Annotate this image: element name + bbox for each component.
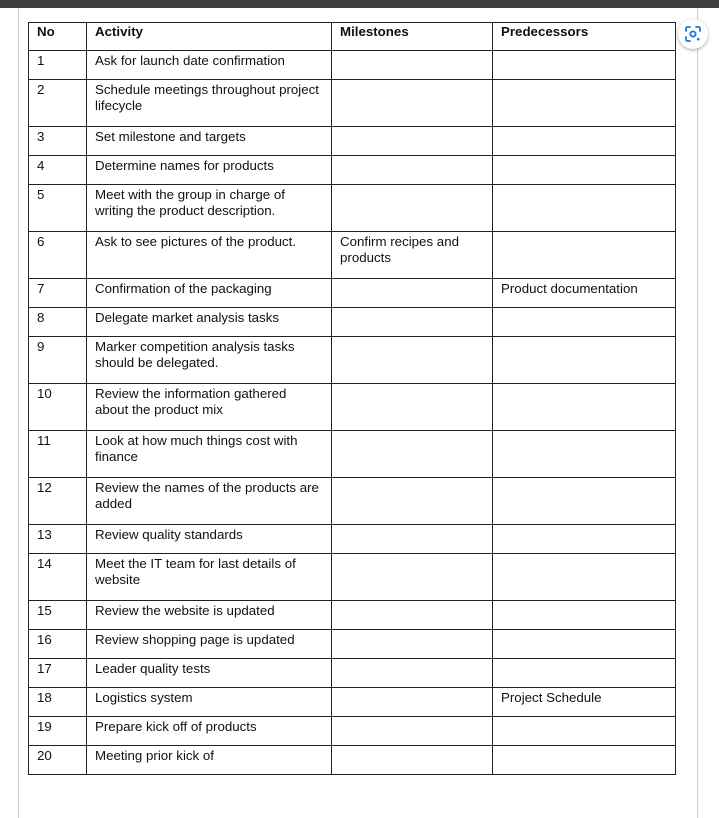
cell-activity: Leader quality tests <box>87 659 332 688</box>
activity-table <box>28 22 676 775</box>
cell-no: 18 <box>29 688 87 717</box>
header-activity: Activity <box>87 23 332 51</box>
table-row <box>29 279 676 308</box>
lens-search-icon <box>684 25 702 43</box>
cell-predecessors <box>493 525 676 554</box>
cell-milestones <box>332 554 493 601</box>
table-row <box>29 232 676 279</box>
cell-milestones <box>332 279 493 308</box>
table-header-row <box>29 23 676 51</box>
cell-predecessors: Project Schedule <box>493 688 676 717</box>
table-row <box>29 185 676 232</box>
cell-milestones <box>332 51 493 80</box>
cell-no: 19 <box>29 717 87 746</box>
table-row <box>29 554 676 601</box>
cell-milestones <box>332 337 493 384</box>
cell-milestones <box>332 80 493 127</box>
table-row <box>29 337 676 384</box>
cell-activity: Ask to see pictures of the product. <box>87 232 332 279</box>
cell-predecessors <box>493 185 676 232</box>
cell-no: 13 <box>29 525 87 554</box>
table-row <box>29 601 676 630</box>
cell-milestones <box>332 478 493 525</box>
table-row <box>29 127 676 156</box>
cell-predecessors <box>493 659 676 688</box>
cell-activity: Determine names for products <box>87 156 332 185</box>
table-row <box>29 746 676 775</box>
cell-activity: Schedule meetings throughout project lifecycle <box>87 80 332 127</box>
cell-predecessors <box>493 127 676 156</box>
cell-predecessors <box>493 384 676 431</box>
cell-no: 8 <box>29 308 87 337</box>
cell-no: 4 <box>29 156 87 185</box>
cell-no: 14 <box>29 554 87 601</box>
cell-activity: Set milestone and targets <box>87 127 332 156</box>
cell-predecessors <box>493 232 676 279</box>
cell-predecessors <box>493 156 676 185</box>
cell-milestones <box>332 384 493 431</box>
header-milestones: Milestones <box>332 23 493 51</box>
cell-activity: Review shopping page is updated <box>87 630 332 659</box>
cell-milestones <box>332 659 493 688</box>
table-row <box>29 431 676 478</box>
cell-no: 9 <box>29 337 87 384</box>
header-predecessors: Predecessors <box>493 23 676 51</box>
table-row <box>29 659 676 688</box>
cell-milestones <box>332 185 493 232</box>
table-row <box>29 525 676 554</box>
cell-predecessors: Product documentation <box>493 279 676 308</box>
cell-no: 20 <box>29 746 87 775</box>
cell-no: 11 <box>29 431 87 478</box>
cell-no: 6 <box>29 232 87 279</box>
header-no: No <box>29 23 87 51</box>
cell-activity: Delegate market analysis tasks <box>87 308 332 337</box>
top-bar <box>0 0 719 8</box>
table-row <box>29 156 676 185</box>
cell-activity: Review the names of the products are added <box>87 478 332 525</box>
cell-milestones <box>332 717 493 746</box>
cell-milestones <box>332 156 493 185</box>
cell-milestones <box>332 630 493 659</box>
table-row <box>29 308 676 337</box>
table-row <box>29 384 676 431</box>
cell-milestones <box>332 688 493 717</box>
table-row <box>29 478 676 525</box>
cell-predecessors <box>493 746 676 775</box>
cell-predecessors <box>493 601 676 630</box>
cell-activity: Review the website is updated <box>87 601 332 630</box>
table-row <box>29 717 676 746</box>
visual-search-button[interactable] <box>678 19 708 49</box>
cell-milestones <box>332 525 493 554</box>
cell-no: 3 <box>29 127 87 156</box>
cell-predecessors <box>493 431 676 478</box>
cell-predecessors <box>493 478 676 525</box>
cell-milestones <box>332 601 493 630</box>
cell-no: 7 <box>29 279 87 308</box>
cell-no: 1 <box>29 51 87 80</box>
cell-milestones <box>332 746 493 775</box>
cell-no: 17 <box>29 659 87 688</box>
table-row <box>29 688 676 717</box>
cell-no: 16 <box>29 630 87 659</box>
cell-activity: Meet the IT team for last details of website <box>87 554 332 601</box>
cell-no: 10 <box>29 384 87 431</box>
cell-activity: Meeting prior kick of <box>87 746 332 775</box>
cell-activity: Review quality standards <box>87 525 332 554</box>
table-row <box>29 51 676 80</box>
cell-predecessors <box>493 554 676 601</box>
cell-predecessors <box>493 51 676 80</box>
table-row <box>29 630 676 659</box>
cell-predecessors <box>493 308 676 337</box>
cell-activity: Ask for launch date confirmation <box>87 51 332 80</box>
cell-activity: Meet with the group in charge of writing the product description. <box>87 185 332 232</box>
cell-predecessors <box>493 630 676 659</box>
cell-activity: Prepare kick off of products <box>87 717 332 746</box>
cell-activity: Confirmation of the packaging <box>87 279 332 308</box>
cell-activity: Review the information gathered about the product mix <box>87 384 332 431</box>
cell-no: 15 <box>29 601 87 630</box>
cell-activity: Look at how much things cost with finance <box>87 431 332 478</box>
cell-milestones <box>332 431 493 478</box>
cell-predecessors <box>493 337 676 384</box>
table-row <box>29 80 676 127</box>
cell-milestones: Confirm recipes and products <box>332 232 493 279</box>
cell-no: 5 <box>29 185 87 232</box>
cell-predecessors <box>493 80 676 127</box>
cell-milestones <box>332 308 493 337</box>
cell-no: 2 <box>29 80 87 127</box>
cell-no: 12 <box>29 478 87 525</box>
cell-predecessors <box>493 717 676 746</box>
cell-milestones <box>332 127 493 156</box>
cell-activity: Logistics system <box>87 688 332 717</box>
cell-activity: Marker competition analysis tasks should be delegated. <box>87 337 332 384</box>
